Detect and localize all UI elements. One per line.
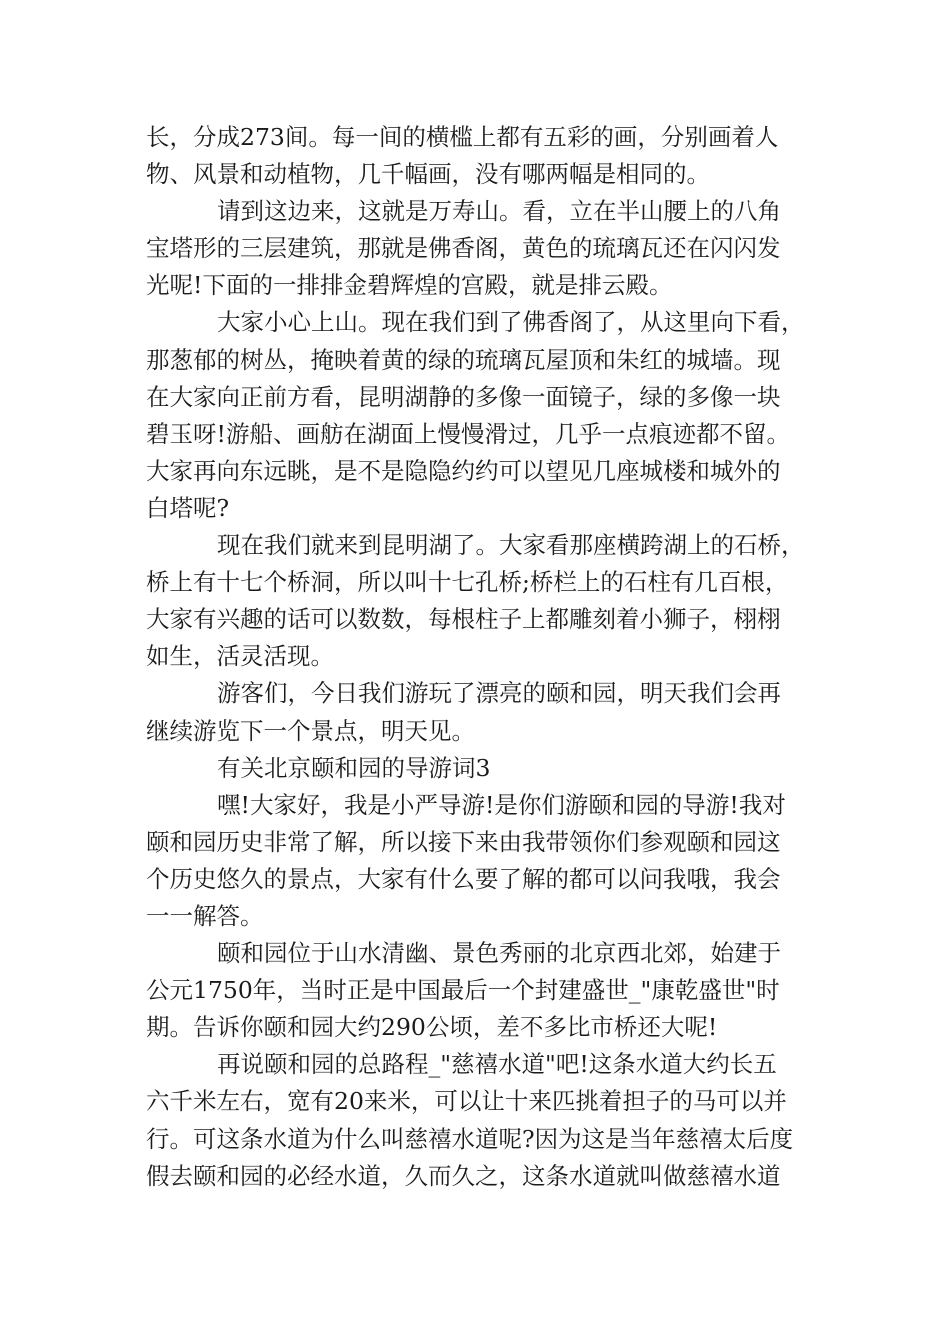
text-line: 嘿!大家好，我是小严导游!是你们游颐和园的导游!我对 [217, 790, 786, 819]
text-line: 游客们，今日我们游玩了漂亮的颐和园，明天我们会再 [217, 679, 781, 708]
text-line: 大家小心上山。现在我们到了佛香阁了，从这里向下看， [217, 308, 805, 337]
text-line: 物、风景和动植物，几千幅画，没有哪两幅是相同的。 [146, 160, 710, 189]
text-line: 桥上有十七个桥洞，所以叫十七孔桥;桥栏上的石柱有几百根， [146, 568, 789, 597]
text-line: 颐和园位于山水清幽、景色秀丽的北京西北郊，始建于 [217, 939, 781, 968]
text-line: 一一解答。 [146, 901, 264, 930]
section-heading: 有关北京颐和园的导游词3 [217, 753, 491, 782]
text-line: 假去颐和园的必经水道，久而久之，这条水道就叫做慈禧水道 [146, 1161, 781, 1190]
text-line: 公元1750年，当时正是中国最后一个封建盛世_"康乾盛世"时 [146, 976, 780, 1005]
text-line: 那葱郁的树丛，掩映着黄的绿的琉璃瓦屋顶和朱红的城墙。现 [146, 345, 781, 374]
text-line: 如生，活灵活现。 [146, 642, 334, 671]
text-line: 宝塔形的三层建筑，那就是佛香阁，黄色的琉璃瓦还在闪闪发 [146, 234, 781, 263]
text-line: 大家有兴趣的话可以数数，每根柱子上都雕刻着小狮子，栩栩 [146, 605, 781, 634]
text-line: 白塔呢? [146, 493, 230, 522]
text-line: 在大家向正前方看，昆明湖静的多像一面镜子，绿的多像一块 [146, 382, 781, 411]
text-line: 光呢!下面的一排排金碧辉煌的宫殿，就是排云殿。 [146, 271, 673, 300]
text-line: 长，分成273间。每一间的横槛上都有五彩的画，分别画着人 [146, 123, 779, 151]
text-line: 个历史悠久的景点，大家有什么要了解的都可以问我哦，我会 [146, 864, 781, 893]
text-line: 颐和园历史非常了解，所以接下来由我带领你们参观颐和园这 [146, 827, 781, 856]
text-line: 行。可这条水道为什么叫慈禧水道呢?因为这是当年慈禧太后度 [146, 1124, 794, 1153]
text-line: 期。告诉你颐和园大约290公顷，差不多比市桥还大呢! [146, 1013, 718, 1042]
text-line: 请到这边来，这就是万寿山。看，立在半山腰上的八角 [217, 197, 781, 226]
text-line: 再说颐和园的总路程_"慈禧水道"吧!这条水道大约长五 [217, 1050, 777, 1079]
text-line: 现在我们就来到昆明湖了。大家看那座横跨湖上的石桥， [217, 531, 805, 560]
text-line: 继续游览下一个景点，明天见。 [146, 716, 475, 745]
text-line: 大家再向东远眺，是不是隐隐约约可以望见几座城楼和城外的 [146, 456, 781, 485]
text-line: 六千米左右，宽有20来米，可以让十来匹挑着担子的马可以并 [146, 1087, 787, 1116]
text-line: 碧玉呀!游船、画舫在湖面上慢慢滑过，几乎一点痕迹都不留。 [146, 419, 790, 448]
document-body [146, 119, 806, 1195]
